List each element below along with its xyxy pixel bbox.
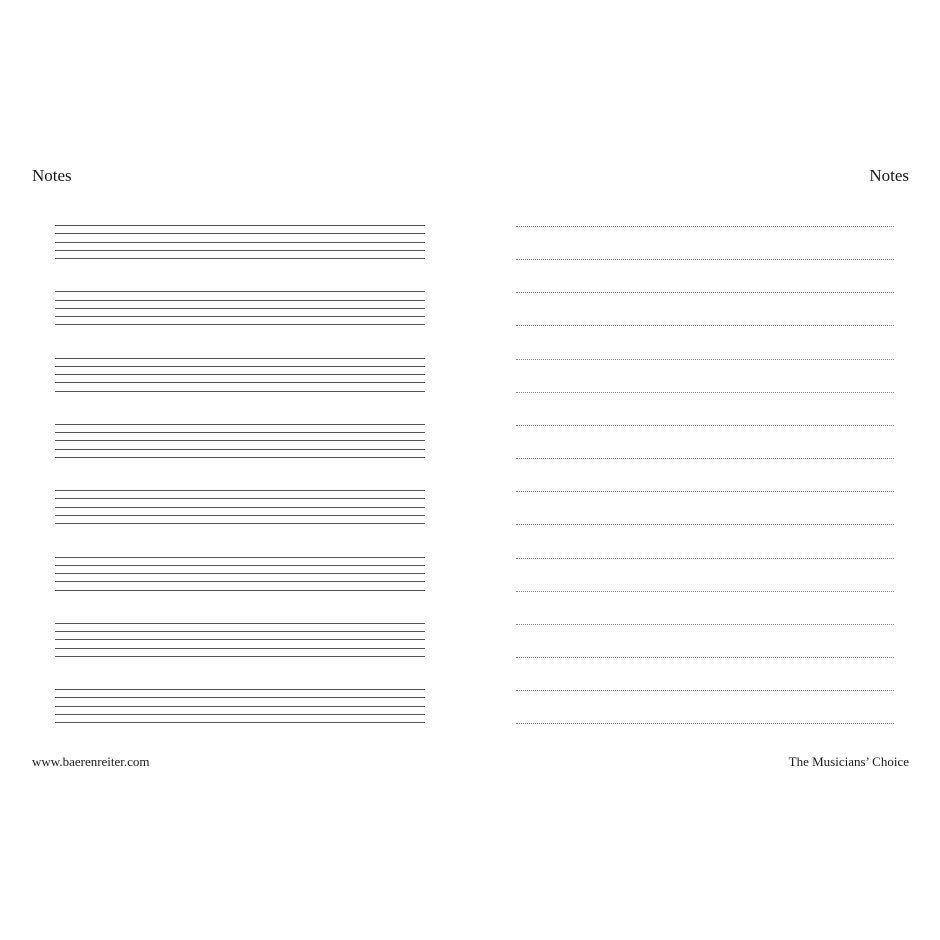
staff-line bbox=[55, 382, 425, 383]
music-staff bbox=[55, 689, 425, 723]
staff-line bbox=[55, 291, 425, 292]
staff-line bbox=[55, 358, 425, 359]
writing-line bbox=[516, 558, 894, 559]
staff-line bbox=[55, 565, 425, 566]
staff-line bbox=[55, 258, 425, 259]
writing-line bbox=[516, 359, 894, 360]
staff-line bbox=[55, 689, 425, 690]
music-staff bbox=[55, 225, 425, 259]
writing-line bbox=[516, 458, 894, 459]
staff-line bbox=[55, 623, 425, 624]
staff-line bbox=[55, 233, 425, 234]
staff-line bbox=[55, 440, 425, 441]
staff-line bbox=[55, 324, 425, 325]
staff-line bbox=[55, 706, 425, 707]
right-page bbox=[470, 0, 940, 940]
right-page-footer-slogan: The Musicians’ Choice bbox=[788, 754, 909, 769]
staff-line bbox=[55, 590, 425, 591]
writing-line bbox=[516, 226, 894, 227]
staff-line bbox=[55, 656, 425, 657]
writing-line bbox=[516, 392, 894, 393]
staff-line bbox=[55, 581, 425, 582]
staff-line bbox=[55, 424, 425, 425]
staff-line bbox=[55, 300, 425, 301]
staff-line bbox=[55, 457, 425, 458]
writing-line bbox=[516, 690, 894, 691]
staff-line bbox=[55, 631, 425, 632]
staff-line bbox=[55, 722, 425, 723]
left-page-footer-url: www.baerenreiter.com bbox=[32, 754, 150, 769]
staff-line bbox=[55, 225, 425, 226]
staff-line bbox=[55, 490, 425, 491]
music-staff bbox=[55, 424, 425, 458]
music-staff bbox=[55, 291, 425, 325]
staff-line bbox=[55, 316, 425, 317]
writing-line bbox=[516, 723, 894, 724]
staff-line bbox=[55, 449, 425, 450]
staff-line bbox=[55, 242, 425, 243]
staff-line bbox=[55, 714, 425, 715]
music-staff bbox=[55, 490, 425, 524]
writing-line bbox=[516, 259, 894, 260]
staff-line bbox=[55, 557, 425, 558]
staff-line bbox=[55, 366, 425, 367]
writing-line bbox=[516, 425, 894, 426]
right-page-title: Notes bbox=[869, 166, 909, 185]
writing-line bbox=[516, 657, 894, 658]
staff-line bbox=[55, 573, 425, 574]
staff-line bbox=[55, 639, 425, 640]
writing-line bbox=[516, 624, 894, 625]
staff-line bbox=[55, 523, 425, 524]
staff-line bbox=[55, 250, 425, 251]
staff-line bbox=[55, 498, 425, 499]
music-staff bbox=[55, 623, 425, 657]
writing-line bbox=[516, 325, 894, 326]
music-staff bbox=[55, 358, 425, 392]
staff-line bbox=[55, 391, 425, 392]
writing-line bbox=[516, 591, 894, 592]
writing-line bbox=[516, 524, 894, 525]
music-staff bbox=[55, 557, 425, 591]
staff-line bbox=[55, 374, 425, 375]
staff-line bbox=[55, 648, 425, 649]
staff-line bbox=[55, 507, 425, 508]
staff-line bbox=[55, 432, 425, 433]
writing-line bbox=[516, 292, 894, 293]
staff-line bbox=[55, 697, 425, 698]
staff-line bbox=[55, 515, 425, 516]
left-page-title: Notes bbox=[32, 166, 72, 185]
staff-line bbox=[55, 308, 425, 309]
writing-line bbox=[516, 491, 894, 492]
